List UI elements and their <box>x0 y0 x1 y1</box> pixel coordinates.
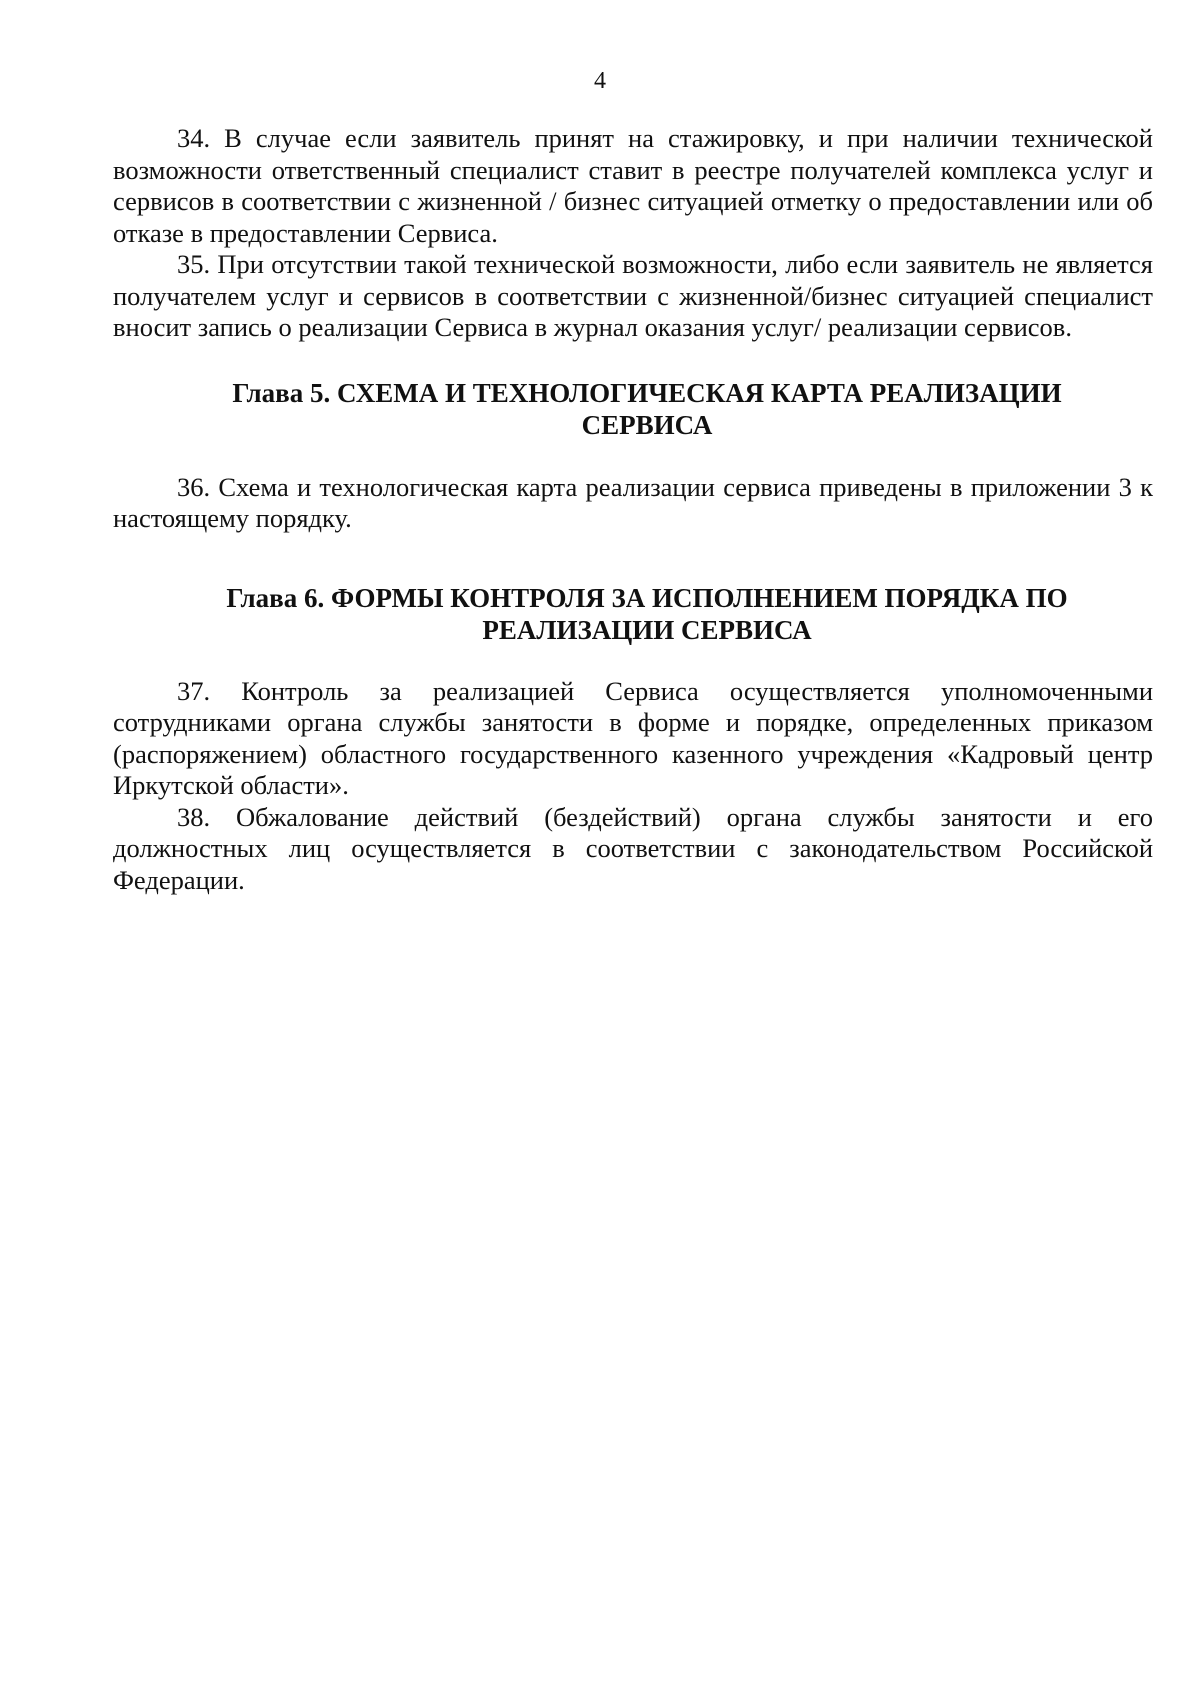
paragraph-34: 34. В случае если заявитель принят на стажировку, и при наличии технической возможности ответственный специалист ставит в реестре получателей комплекса услуг и сервисов в соответствии с жизненной / бизнес ситуацией отметку о предоставлении или об отказе в предоставлении Сервиса. <box>113 123 1153 248</box>
chapter-6-heading-line-2: РЕАЛИЗАЦИИ СЕРВИСА <box>482 614 812 645</box>
paragraph-35: 35. При отсутствии такой технической возможности, либо если заявитель не является получателем услуг и сервисов в соответствии с жизненной/бизнес ситуацией специалист вносит запись о реализации Сервиса в журнал оказания услуг/ реализации сервисов. <box>113 249 1153 342</box>
chapter-5-heading <box>113 377 1153 441</box>
paragraph-38: 38. Обжалование действий (бездействий) органа службы занятости и его должностных лиц осуществляется в соответствии с законодательством Российской Федерации. <box>113 801 1153 895</box>
paragraph-36: 36. Схема и технологическая карта реализации сервиса приведены в приложении 3 к настоящему порядку. <box>113 471 1153 533</box>
chapter-6-heading-line-1: Глава 6. ФОРМЫ КОНТРОЛЯ ЗА ИСПОЛНЕНИЕМ ПОРЯДКА ПО <box>226 582 1068 613</box>
document-body <box>113 123 1153 896</box>
chapter-6-heading <box>113 582 1153 646</box>
page-number: 4 <box>594 68 606 94</box>
paragraph-37: 37. Контроль за реализацией Сервиса осуществляется уполномоченными сотрудниками органа службы занятости в форме и порядке, определенных приказом (распоряжением) областного государственного казенного учреждения «Кадровый центр Иркутской области». <box>113 675 1153 800</box>
chapter-5-heading-line-2: СЕРВИСА <box>581 409 713 440</box>
chapter-5-heading-line-1: Глава 5. СХЕМА И ТЕХНОЛОГИЧЕСКАЯ КАРТА РЕАЛИЗАЦИИ <box>232 377 1062 408</box>
